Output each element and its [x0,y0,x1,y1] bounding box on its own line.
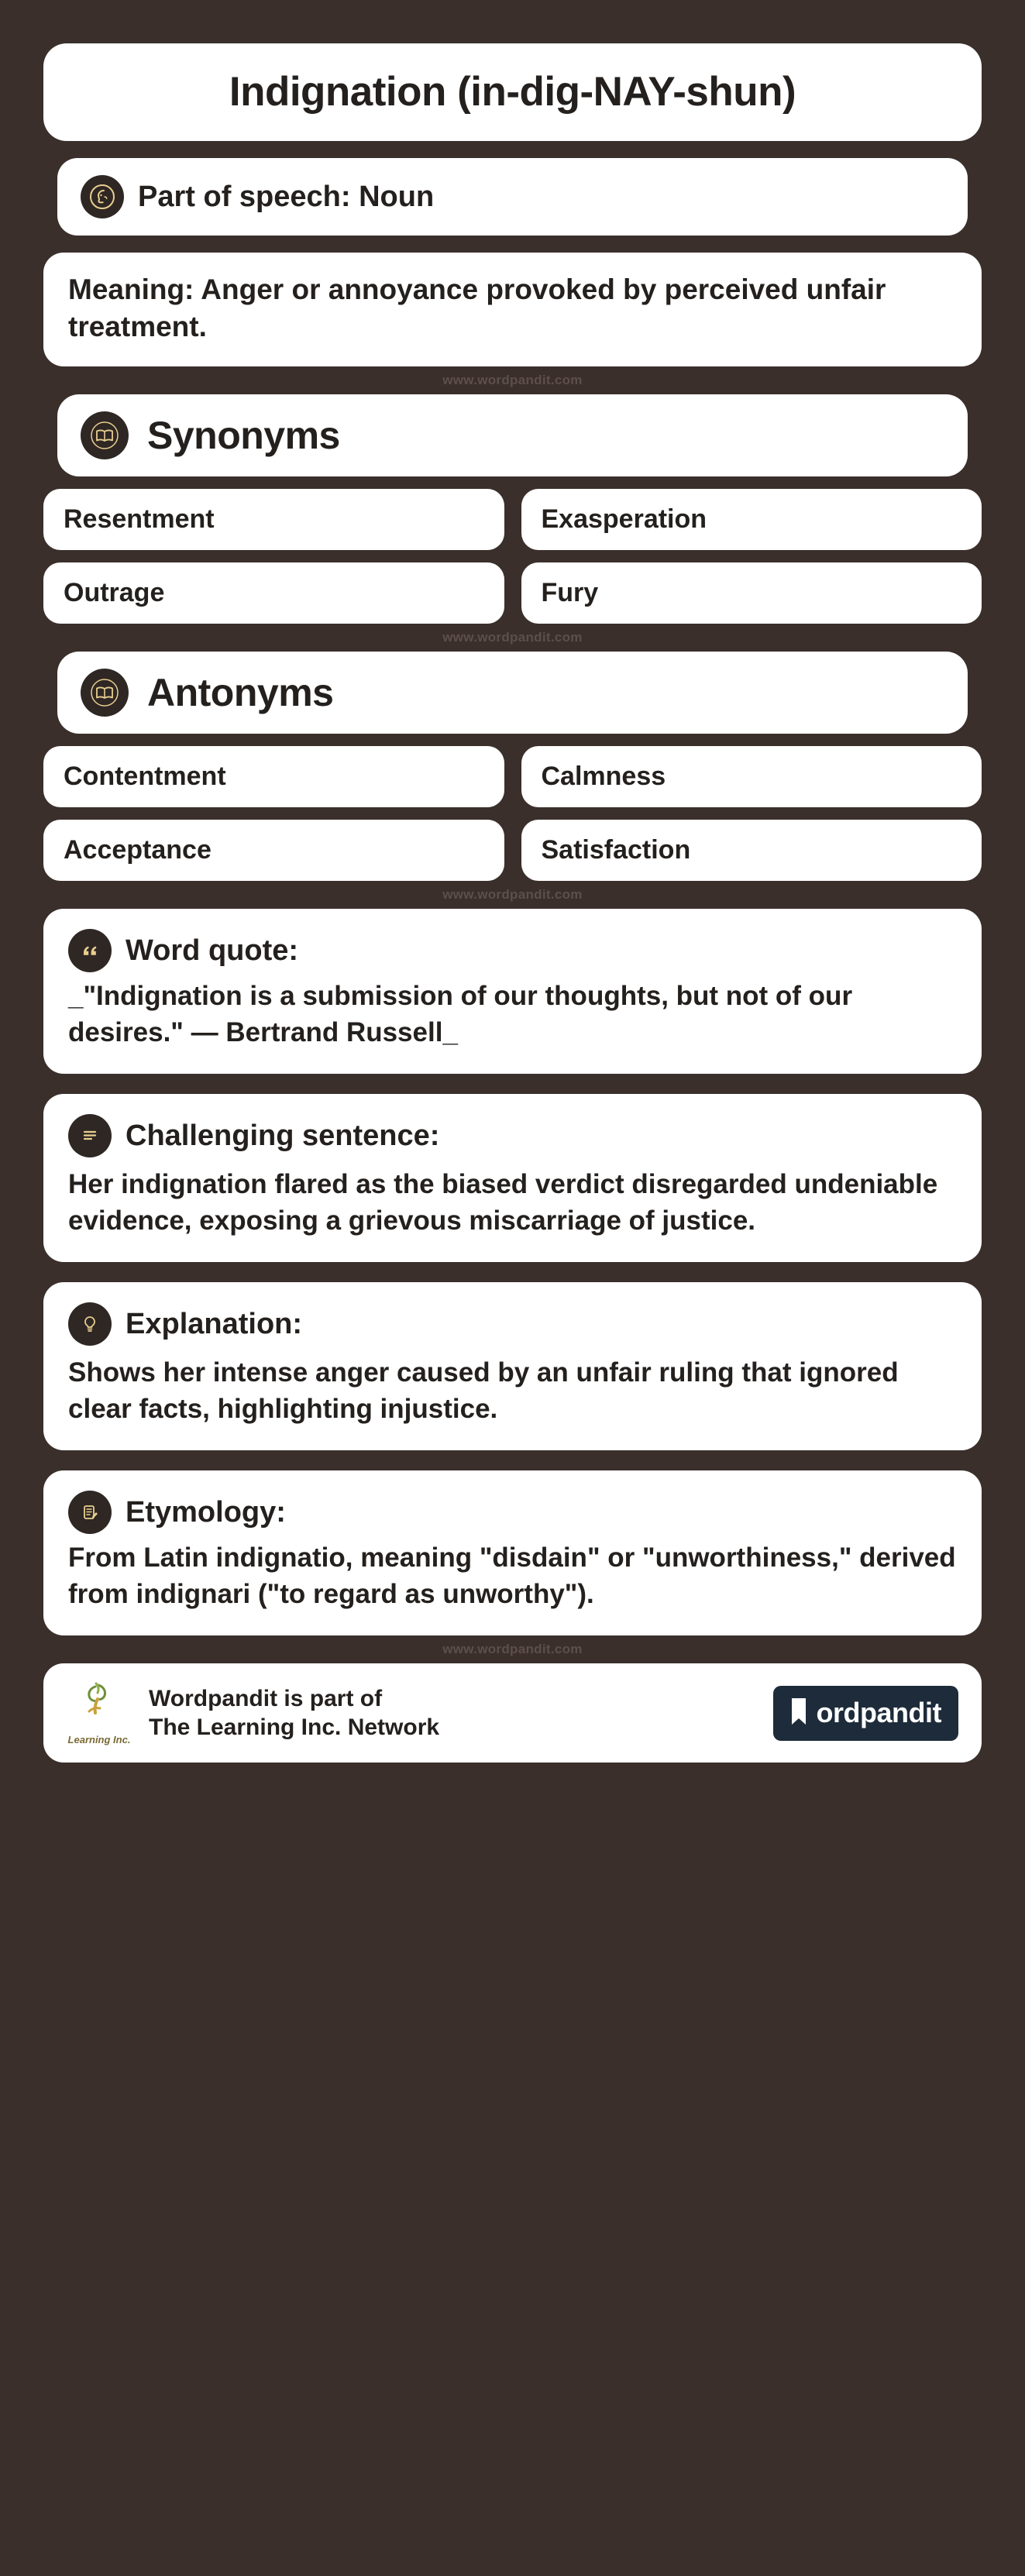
explanation-card [43,1282,982,1450]
watermark-4: www.wordpandit.com [442,1642,583,1657]
antonyms-heading-card [57,652,968,734]
speaking-head-icon [81,175,124,218]
writing-hand-icon [68,1491,112,1534]
synonyms-grid [43,489,982,624]
explanation-header [68,1302,957,1346]
word-title-card [43,43,982,141]
explanation-text: Shows her intense anger caused by an unfair ruling that ignored clear facts, highlighting injustice. [68,1357,899,1424]
learning-inc-caption: Learning Inc. [67,1734,131,1746]
word-quote-card [43,909,982,1074]
list-item: Calmness [521,746,982,807]
synonyms-heading-card [57,394,968,476]
watermark-2: www.wordpandit.com [442,630,583,645]
etymology-heading: Etymology: [126,1495,286,1529]
part-of-speech-card [57,158,968,236]
etymology-card [43,1470,982,1635]
open-book-icon [81,669,129,717]
word-quote-heading: Word quote: [126,934,299,967]
list-item: Fury [521,562,982,624]
list-item: Satisfaction [521,820,982,881]
network-text [149,1684,439,1742]
list-item: Outrage [43,562,504,624]
network-line-1: Wordpandit is part of [149,1685,383,1711]
etymology-header [68,1491,957,1534]
footer-card [43,1663,982,1763]
quote-icon [68,929,112,972]
footer-left-group [67,1680,439,1745]
challenging-sentence-heading: Challenging sentence: [126,1119,440,1152]
network-line-2: The Learning Inc. Network [149,1714,440,1741]
watermark-1: www.wordpandit.com [442,373,583,388]
antonyms-heading: Antonyms [147,671,334,715]
bookmark-icon [787,1697,810,1730]
synonyms-heading: Synonyms [147,414,340,458]
antonyms-grid [43,746,982,881]
list-item: Exasperation [521,489,982,550]
wordpandit-badge-text: ordpandit [816,1697,941,1729]
list-item: Contentment [43,746,504,807]
word-quote-header [68,929,957,972]
word-quote-text: _"Indignation is a submission of our thoughts, but not of our desires." — Bertrand Russell_ [68,981,853,1047]
watermark-3: www.wordpandit.com [442,887,583,903]
page-title: Indignation (in-dig-NAY-shun) [229,69,796,115]
challenging-sentence-text: Her indignation flared as the biased verdict disregarded undeniable evidence, exposing a grievous miscarriage of justice. [68,1169,938,1236]
open-book-icon [81,411,129,459]
tree-logo-icon [67,1680,132,1745]
meaning-label: Meaning: Anger or annoyance provoked by perceived unfair treatment. [68,273,886,342]
part-of-speech-label: Part of speech: Noun [138,180,435,213]
explanation-heading: Explanation: [126,1307,303,1340]
text-lines-icon [68,1114,112,1157]
list-item: Acceptance [43,820,504,881]
lightbulb-icon [68,1302,112,1346]
meaning-card [43,253,982,366]
wordpandit-badge [773,1686,958,1741]
etymology-text: From Latin indignatio, meaning "disdain" or "unworthiness," derived from indignari ("to regard as unworthy"). [68,1543,956,1609]
challenging-sentence-card [43,1094,982,1262]
challenging-sentence-header [68,1114,957,1157]
list-item: Resentment [43,489,504,550]
